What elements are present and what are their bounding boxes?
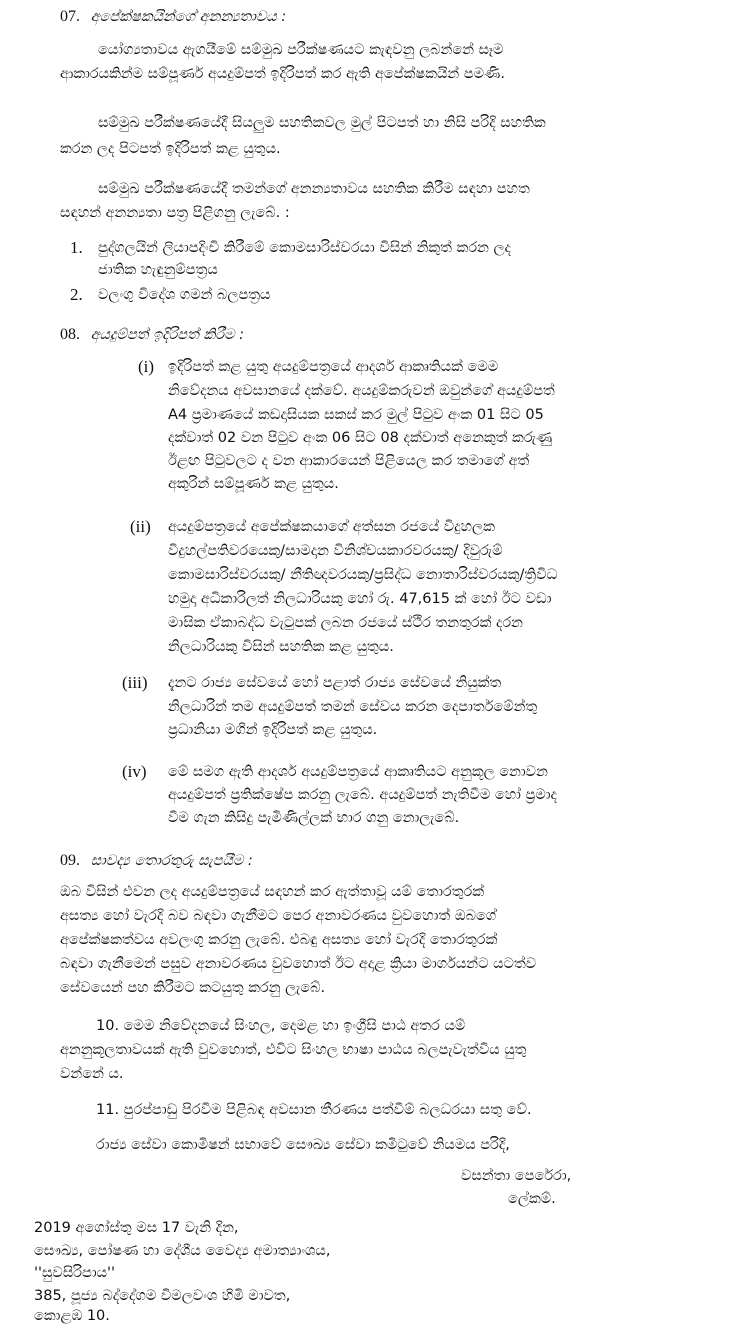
section-09-number: 09. (60, 852, 80, 869)
s09-p1-line: අසත්‍ය හෝ වැරදි බව බඳවා ගැනීමට පෙර අනාවරණය වුවහොත් ඔබගේ (60, 908, 497, 924)
id-list-line: වලංගු විදේශ ගමන් බලපත්‍රය (98, 287, 271, 303)
s08-item-line: මාසික ඒකාබද්ධ වැටුපක් ලබන රජයේ ස්ථිර තනතුරක් දරන (168, 615, 523, 631)
s10-line: අනනුකූලතාවයක් ඇති වුවහොත්, එවිට සිංහල භාෂා පාඨය බලපැවැත්විය යුතු (60, 1042, 527, 1058)
s08-item-line: දැනට රාජ්‍ය සේවයේ හෝ පළාත් රාජ්‍ය සේවයේ නියුක්ත (168, 675, 502, 691)
s08-item-line: A4 ප්‍රමාණයේ කඩදාසියක සකස් කර මුල් පිටුව අංක 01 සිට 05 (168, 407, 544, 423)
footer-building: ''සුවසිරිපාය'' (34, 1265, 115, 1281)
s08-item-marker: (i) (138, 357, 155, 376)
s08-item-line: ඉදිරිපත් කළ යුතු අයදුම්පත්‍රයේ ආදර්ශ ආකෘතියක් මෙම (168, 359, 499, 375)
s08-item-line: නිලධාරින් තම අයදුම්පත් තමන් සේවය කරන දෙපාර්තමේන්තු (168, 699, 538, 715)
s11-line: 11. පුරප්පාඩු පිරවීම පිළිබඳ අවසාන තීරණය පත්වීම් බලධරයා සතු වේ. (96, 1102, 532, 1118)
section-09-title: සාවද්‍ය තොරතුරු සැපයීම : (90, 853, 253, 869)
footer-ministry: සෞඛ්‍ය, පෝෂණ හා දේශීය වෛද්‍ය අමාත්‍යාංශය, (34, 1243, 331, 1259)
s07-p1-line: ආකාරයකින්ම සම්පූර්ණ අයදුම්පත් ඉදිරිපත් කර ඇති අපේක්ෂකයින් පමණි. (60, 66, 505, 82)
s08-item-marker: (iv) (122, 762, 147, 781)
s08-item-line: වීම ගැන කිසිදු පැමිණිල්ලක් භාර ගනු නොලැබේ. (168, 810, 460, 826)
s10-line: 10. මෙම නිවේදනයේ සිංහල, දෙමළ හා ඉංග්‍රීසි පාඨ අතර යම් (96, 1018, 466, 1034)
section-08-heading (60, 324, 244, 346)
s07-p1-line: යෝග්‍යතාවය ඇගයීමේ සම්මුඛ පරීක්ෂණයට කැඳවනු ලබන්නේ සෑම (98, 42, 504, 58)
s08-item-line: ඊළඟ පිටුවලට ද වන ආකාරයෙන් පිළියෙල කර තමාගේ අත් (168, 453, 530, 469)
section-08-title: අයදුම්පත් ඉදිරිපත් කිරීම : (90, 327, 244, 343)
s07-p2-line: සම්මුඛ පරීක්ෂණයේදී සියලුම සහතිකවල මුල් පිටපත් හා නිසි පරිදි සහතික (98, 115, 546, 131)
id-list-line: පුද්ගලයින් ලියාපදිංචි කිරීමේ කොමසාරිස්වරයා විසින් නිකුත් කරන ලද (98, 240, 511, 256)
section-09-heading (60, 850, 253, 872)
s07-p3-line: සම්මුඛ පරීක්ෂණයේදී තමන්ගේ අනන්‍යතාවය සහතික කිරීම සඳහා පහත (98, 181, 530, 197)
s08-item-line: විදුහල්පතිවරයෙකු/සාමදාන විනිශ්චයකාරවරයකු/ දිවුරුම් (168, 543, 503, 559)
id-list-line: ජාතික හැඳුනුම්පත්‍රය (98, 262, 218, 278)
closing-line: රාජ්‍ය සේවා කොමිෂන් සභාවේ සෞඛ්‍ය සේවා කමිටුවේ නියමය පරිදි, (96, 1137, 510, 1153)
s09-p1-line: අපේක්ෂකත්වය අවලංගු කරනු ලැබේ. එබඳු අසත්‍ය හෝ වැරදි තොරතුරක් (60, 932, 498, 948)
s08-item-line: නිවේදනය අවසානයේ දක්වේ. අයදුම්කරුවන් ඔවුන්ගේ අයදුම්පත් (168, 383, 555, 399)
s08-item-line: හමුදා අධිකාරිලත් නිලධාරියකු හෝ රු. 47,615 ක් හෝ ඊට වඩා (168, 591, 552, 607)
section-07-number: 07. (60, 8, 80, 25)
s08-item-marker: (iii) (122, 673, 148, 692)
s10-line: වන්නේ ය. (60, 1066, 124, 1082)
s08-item-marker: (ii) (130, 517, 151, 536)
s08-item-line: අකුරින් සම්පූර්ණ කළ යුතුය. (168, 476, 339, 492)
s08-item-line: අයදුම්පත් ප්‍රතික්ෂේප කරනු ලැබේ. අයදුම්පත් නැතිවීම හෝ ප්‍රමාද (168, 787, 557, 803)
s07-p2-line: කරන ලද පිටපත් ඉදිරිපත් කළ යුතුය. (60, 141, 281, 157)
signature-name: වසන්තා පෙරේරා, (461, 1168, 572, 1184)
s09-p1-line: බඳවා ගැනීමෙන් පසුව අනාවරණය වුවහොත් ඊට අදාළ ක්‍රියා මාර්ගයන්ට යටත්ව (60, 956, 537, 972)
id-list-marker: 2. (70, 285, 83, 304)
section-07-heading (60, 6, 286, 28)
s08-item-line: ප්‍රධානියා මගින් ඉදිරිපත් කළ යුතුය. (168, 722, 378, 738)
id-list-marker: 1. (70, 238, 83, 257)
s08-item-line: නිලධාරියකු විසින් සහතික කළ යුතුය. (168, 639, 394, 655)
s08-item-line: කොමසාරිස්වරයකු/ නීතිඥවරයකු/ප්‍රසිද්ධ නොතාරිස්වරයකු/ත්‍රිවිධ (168, 567, 558, 583)
footer-date: 2019 අගෝස්තු මස 17 වැනි දින, (34, 1220, 239, 1236)
section-08-number: 08. (60, 326, 80, 343)
s07-p3-line: සඳහන් අනන්‍යතා පත්‍ර පිළිගනු ලැබේ. : (60, 205, 290, 221)
signature-title: ලේකම්. (508, 1191, 556, 1207)
s09-p1-line: සේවයෙන් පහ කිරීමට කටයුතු කරනු ලැබේ. (60, 980, 326, 996)
section-07-title: අපේක්ෂකයින්ගේ අනන්‍යතාවය : (90, 9, 287, 25)
footer-city: කොළඹ 10. (34, 1308, 110, 1324)
s08-item-line: මේ සමග ඇති ආදර්ශ අයදුම්පත්‍රයේ ආකෘතියට අනුකූල නොවන (168, 764, 548, 780)
s08-item-line: අයදුම්පත්‍රයේ අපේක්ෂකයාගේ අත්සන රජයේ විදුහලක (168, 519, 495, 535)
s09-p1-line: ඔබ විසින් එවන ලද අයදුම්පත්‍රයේ සඳහන් කර ඇත්තාවූ යම් තොරතුරක් (60, 884, 485, 900)
footer-street: 385, පූජ්‍ය බද්දේගම විමලවංශ හිමි මාවත, (34, 1288, 291, 1304)
s08-item-line: දක්වාත් 02 වන පිටුව අංක 06 සිට 08 දක්වාත් අනෙකුත් කරුණු (168, 430, 553, 446)
